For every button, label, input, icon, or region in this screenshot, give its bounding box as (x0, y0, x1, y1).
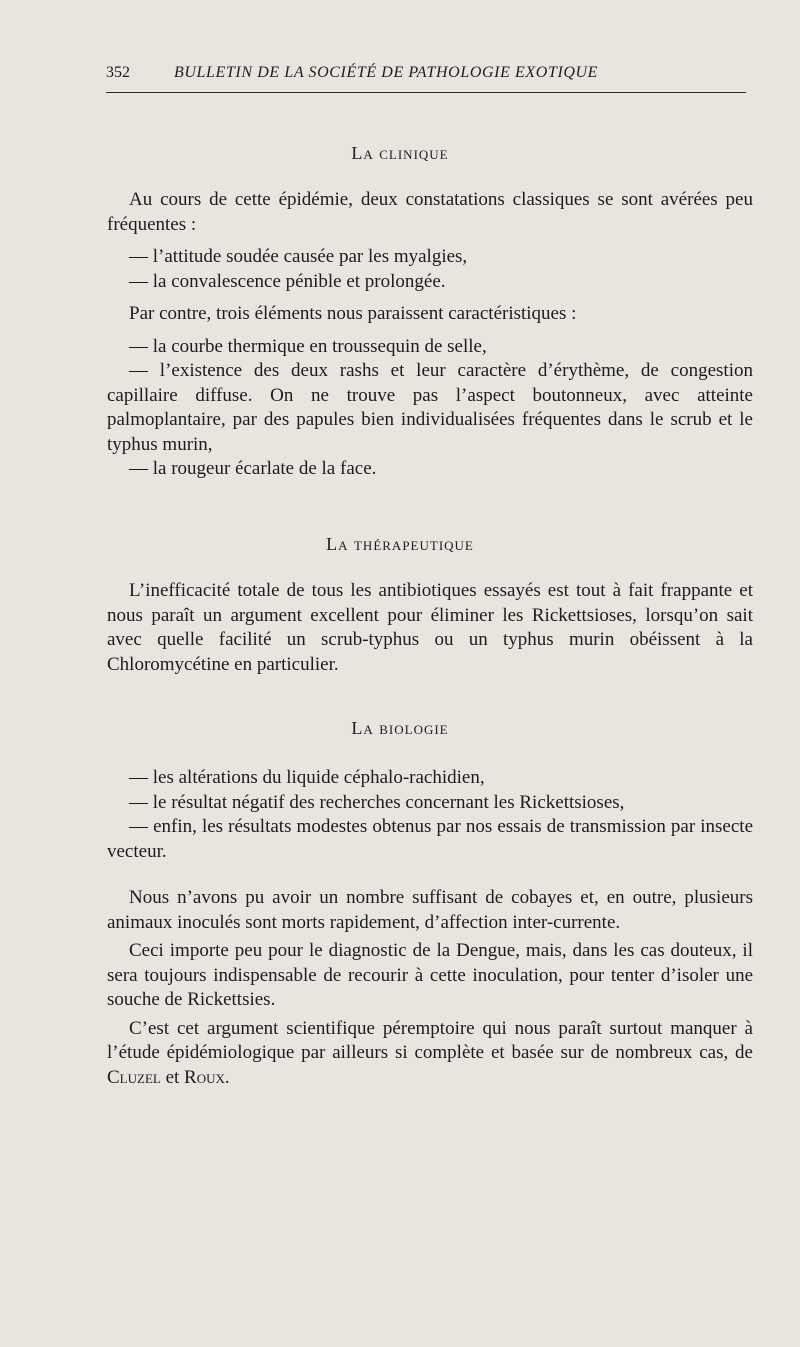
section-therapeutique-body (107, 579, 753, 677)
section-heading-therapeutique: La thérapeutique (326, 534, 474, 554)
paragraph: Par contre, trois éléments nous paraissent caractéristiques : (129, 303, 577, 324)
period: . (224, 1066, 230, 1088)
section-biologie-body (107, 766, 753, 1090)
list-item: — le résultat négatif des recherches concernant les Rickettsioses, (129, 791, 625, 813)
header-rule (106, 92, 746, 93)
conjunction: et (160, 1066, 185, 1088)
paragraph: Ceci importe peu pour le diagnostic de la Dengue, mais, dans les cas douteux, il sera toujours indispensable de recourir à cette inoculation, pour tenter d’isoler une souche de Rickettsies. (107, 940, 753, 1010)
journal-title: BULLETIN DE LA SOCIÉTÉ DE PATHOLOGIE EXOTIQUE (174, 64, 599, 81)
paragraph: Au cours de cette épidémie, deux constatations classiques se sont avérées peu fréquentes : (107, 189, 753, 235)
paragraph (107, 1017, 753, 1091)
list-item: — la convalescence pénible et prolongée. (129, 270, 446, 292)
list-item: — enfin, les résultats modestes obtenus par nos essais de transmission par insecte vecteur. (107, 816, 753, 862)
list-item: — l’attitude soudée causée par les myalgies, (129, 246, 468, 267)
section-clinique-body (107, 188, 753, 482)
author-name: Cluzel (107, 1066, 161, 1088)
paragraph: L’inefficacité totale de tous les antibiotiques essayés est tout à fait frappante et nous paraît un argument excellent pour éliminer les Rickettsioses, lorsqu’on sait avec quelle facilité un scrub-typhus ou un typhus murin obéissent à la Chloromycétine en particulier. (107, 580, 753, 675)
section-heading-biologie: La biologie (351, 718, 449, 738)
list-item: — les altérations du liquide céphalo-rachidien, (129, 767, 485, 788)
running-head (106, 64, 746, 86)
list-item: — l’existence des deux rashs et leur caractère d’érythème, de congestion capillaire diffuse. On ne trouve pas l’aspect boutonneux, avec atteinte palmoplantaire, par des papules bien individualisées fréquentes dans le scrub et le typhus murin, (107, 360, 753, 455)
list-item: — la courbe thermique en troussequin de selle, (129, 335, 487, 357)
paragraph: Nous n’avons pu avoir un nombre suffisant de cobayes et, en outre, plusieurs animaux inoculés sont morts rapidement, d’affection inter-currente. (107, 887, 753, 933)
section-heading-clinique: La clinique (351, 143, 449, 163)
author-name: Roux (184, 1066, 225, 1088)
list-item: — la rougeur écarlate de la face. (129, 458, 377, 479)
page-number: 352 (106, 64, 130, 81)
paragraph-text: C’est cet argument scientifique péremptoire qui nous paraît surtout manquer à l’étude épidémiologique par ailleurs si complète et basée sur de nombreux cas, de (107, 1017, 753, 1063)
